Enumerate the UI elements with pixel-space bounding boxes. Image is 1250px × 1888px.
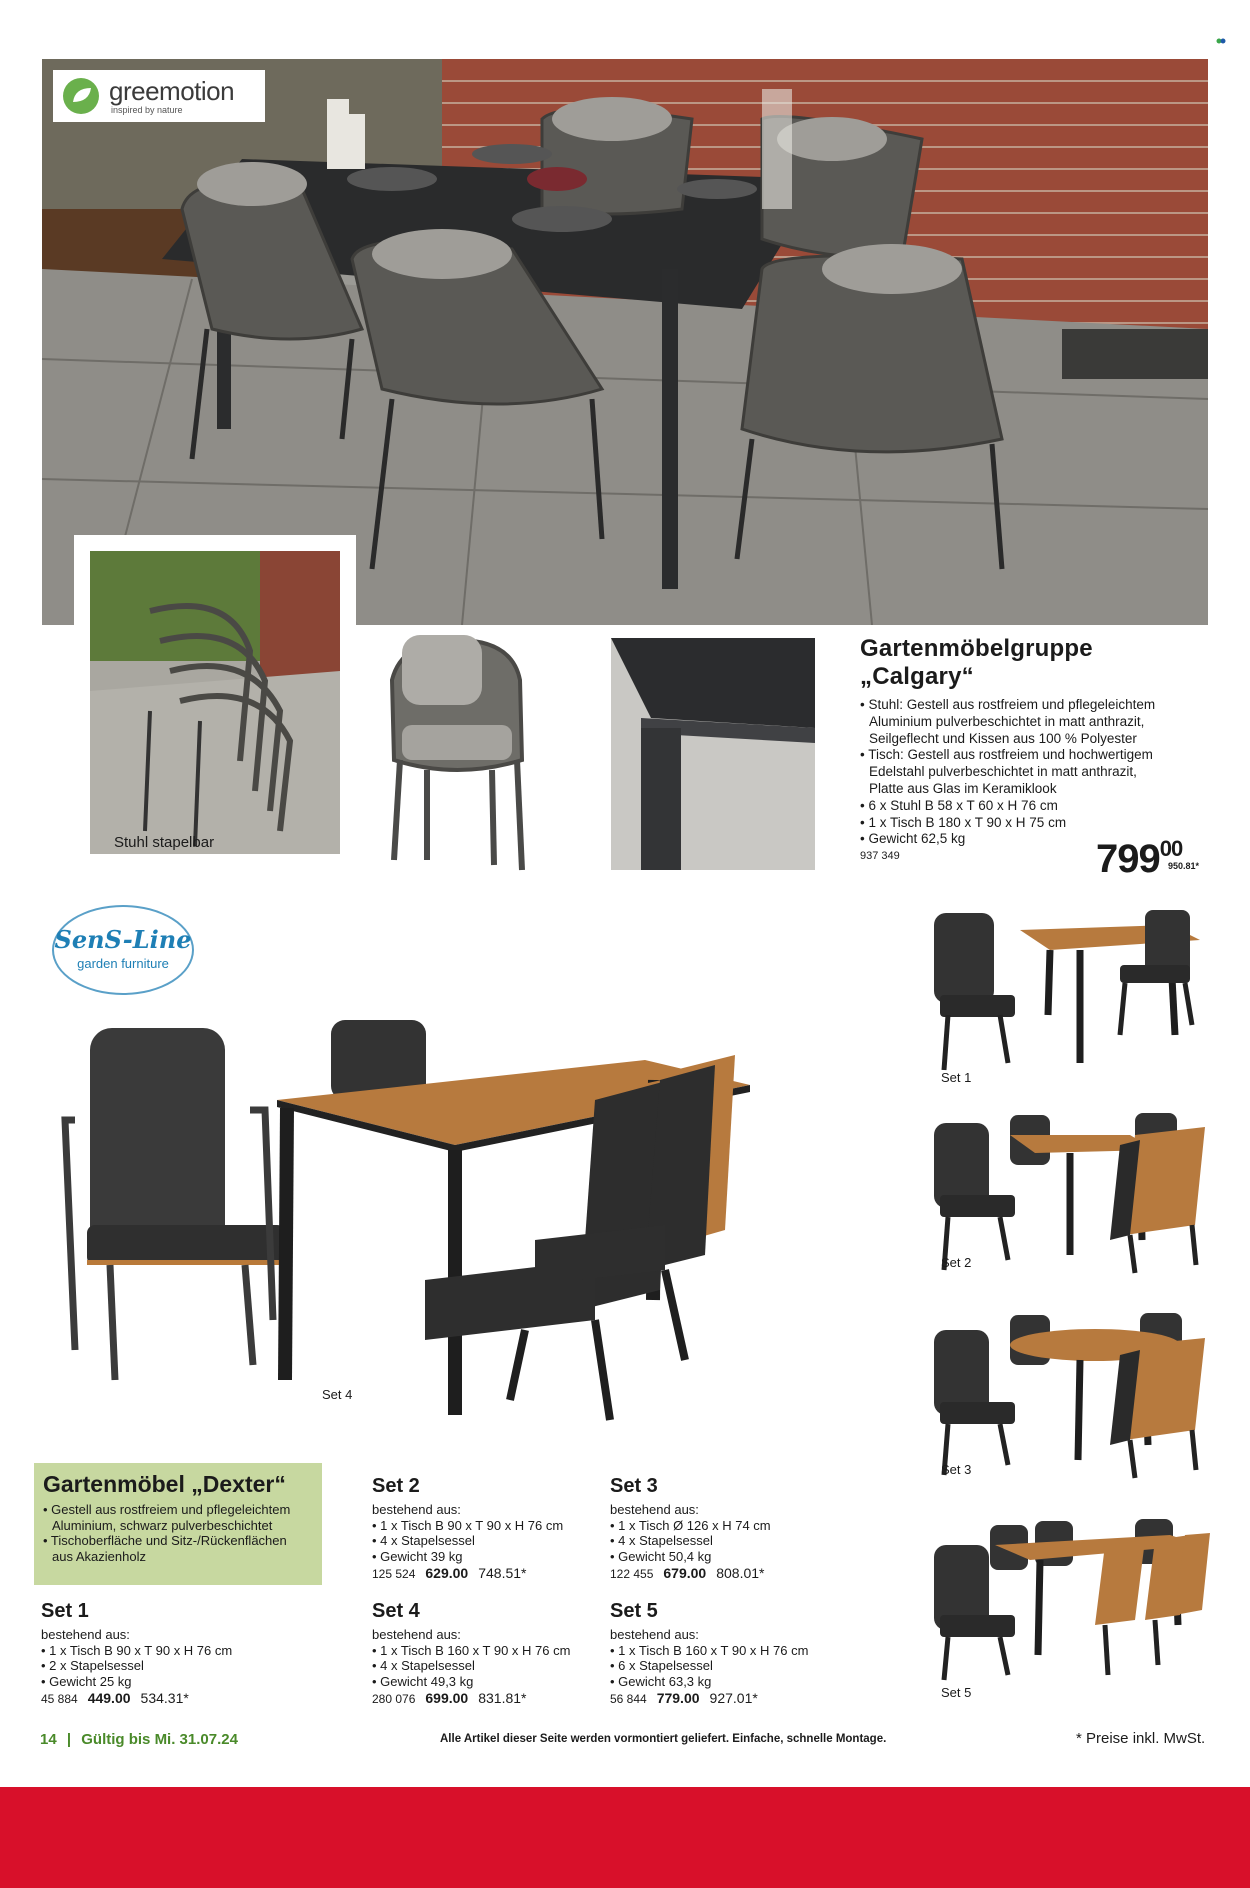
leaf-logo-icon	[61, 76, 101, 116]
set-price: 779.00	[656, 1690, 700, 1706]
set-price: 449.00	[87, 1690, 131, 1706]
footer-separator: |	[66, 1731, 72, 1748]
calgary-bullet: • Gewicht 62,5 kg	[860, 831, 966, 847]
page-footer-validity	[40, 1731, 238, 1748]
price-main: 799	[1096, 837, 1160, 881]
set3-block	[610, 1475, 840, 1581]
brand-name: greemotion	[109, 75, 235, 106]
set5-caption: Set 5	[941, 1685, 972, 1700]
set-line: • Gewicht 25 kg	[41, 1673, 132, 1689]
set4-block	[372, 1600, 602, 1706]
set4-photo-caption: Set 4	[322, 1387, 353, 1402]
set-title: Set 4	[372, 1600, 420, 1622]
calgary-bullet: • 1 x Tisch B 180 x T 90 x H 75 cm	[860, 814, 1067, 830]
sensline-logo	[52, 905, 194, 995]
set-price: 679.00	[663, 1565, 707, 1581]
calgary-article-number: 937 349	[860, 850, 900, 863]
set-price: 699.00	[425, 1690, 469, 1706]
set1-caption: Set 1	[941, 1070, 972, 1085]
set-line: • 1 x Tisch Ø 126 x H 74 cm	[610, 1517, 771, 1533]
dexter-set4-photo	[55, 1020, 885, 1440]
set-title: Set 2	[372, 1475, 420, 1497]
dexter-info-box	[34, 1463, 322, 1585]
set-line: • 1 x Tisch B 90 x T 90 x H 76 cm	[372, 1517, 564, 1533]
set-line: • 4 x Stapelsessel	[372, 1658, 475, 1673]
set2-block	[372, 1475, 602, 1581]
calgary-chair-photo	[372, 630, 542, 880]
calgary-tabletop-photo	[611, 638, 815, 870]
set-line: • 4 x Stapelsessel	[372, 1533, 475, 1548]
footer-red-band	[0, 1787, 1250, 1888]
set3-photo	[930, 1310, 1210, 1480]
set-old-price: 927.01*	[709, 1690, 758, 1706]
set-line: • Gewicht 50,4 kg	[610, 1548, 712, 1564]
set-sub: bestehend aus:	[610, 1627, 699, 1642]
calgary-title: Gartenmöbelgruppe „Calgary“	[860, 635, 1093, 690]
dexter-title: Gartenmöbel „Dexter“	[43, 1471, 286, 1497]
greemotion-logo	[53, 70, 265, 122]
set-article: 125 524	[372, 1567, 416, 1581]
set5-block	[610, 1600, 840, 1706]
brand-tagline: inspired by nature	[111, 104, 183, 115]
set-old-price: 534.31*	[140, 1690, 189, 1706]
calgary-description	[860, 635, 1210, 862]
set-old-price: 831.81*	[478, 1690, 527, 1706]
valid-until: Gültig bis Mi. 31.07.24	[81, 1731, 238, 1748]
set-article: 45 884	[41, 1692, 78, 1706]
vat-note: * Preise inkl. MwSt.	[1076, 1730, 1206, 1747]
calgary-old-price: 950.81*	[1168, 861, 1200, 871]
set-line: • Gewicht 63,3 kg	[610, 1673, 712, 1689]
set-line: • Gewicht 49,3 kg	[372, 1673, 474, 1689]
assembly-note: Alle Artikel dieser Seite werden vormontiert geliefert. Einfache, schnelle Montage.	[440, 1733, 887, 1745]
calgary-bullet: • Tisch: Gestell aus rostfreiem und hochwertigem	[860, 747, 1153, 763]
set-old-price: 748.51*	[478, 1565, 527, 1581]
set1-block	[41, 1600, 271, 1706]
sensline-name: SenS-Line	[54, 925, 192, 954]
set-line: • 6 x Stapelsessel	[610, 1658, 713, 1673]
calgary-bullet: • 6 x Stuhl B 58 x T 60 x H 76 cm	[860, 797, 1058, 813]
set-old-price: 808.01*	[716, 1565, 765, 1581]
set-line: • 1 x Tisch B 90 x T 90 x H 76 cm	[41, 1642, 233, 1658]
set3-caption: Set 3	[941, 1462, 972, 1477]
set2-caption: Set 2	[941, 1255, 972, 1270]
dexter-bullet: • Gestell aus rostfreiem und pflegeleichtem	[43, 1502, 291, 1517]
set-line: • Gewicht 39 kg	[372, 1548, 463, 1564]
dexter-bullet: Aluminium, schwarz pulverbeschichtet	[52, 1517, 273, 1533]
calgary-bullet: • Stuhl: Gestell aus rostfreiem und pflegeleichtem	[860, 697, 1156, 712]
set-article: 122 455	[610, 1567, 654, 1581]
set1-photo	[930, 905, 1210, 1075]
price-cents: 00	[1159, 836, 1183, 861]
calgary-bullet: Platte aus Glas im Keramiklook	[869, 780, 1057, 796]
sensline-sub: garden furniture	[77, 956, 169, 971]
dexter-bullet: aus Akazienholz	[52, 1548, 146, 1564]
set-sub: bestehend aus:	[372, 1627, 461, 1642]
stackable-label: Stuhl stapelbar	[114, 834, 215, 851]
corner-leaf-icon	[1216, 37, 1226, 45]
calgary-bullet: Seilgeflecht und Kissen aus 100 % Polyester	[869, 730, 1137, 746]
set-line: • 4 x Stapelsessel	[610, 1533, 713, 1548]
calgary-bullet: Edelstahl pulverbeschichtet in matt anthrazit,	[869, 764, 1137, 780]
set-article: 56 844	[610, 1692, 647, 1706]
set-title: Set 3	[610, 1475, 658, 1497]
stacked-chairs-photo	[74, 535, 356, 870]
page-number: 14	[40, 1731, 57, 1748]
set2-photo	[930, 1105, 1210, 1275]
set-line: • 1 x Tisch B 160 x T 90 x H 76 cm	[372, 1642, 571, 1658]
calgary-bullet: Aluminium pulverbeschichtet in matt anthrazit,	[869, 713, 1145, 729]
set-article: 280 076	[372, 1692, 416, 1706]
set5-photo	[930, 1515, 1210, 1685]
set-line: • 2 x Stapelsessel	[41, 1658, 144, 1673]
set-sub: bestehend aus:	[610, 1502, 699, 1517]
calgary-price	[1096, 836, 1182, 882]
set-price: 629.00	[425, 1565, 469, 1581]
set-sub: bestehend aus:	[41, 1627, 130, 1642]
set-title: Set 1	[41, 1600, 89, 1622]
set-line: • 1 x Tisch B 160 x T 90 x H 76 cm	[610, 1642, 809, 1658]
dexter-bullet: • Tischoberfläche und Sitz-/Rückenflächen	[43, 1533, 287, 1548]
set-sub: bestehend aus:	[372, 1502, 461, 1517]
set-title: Set 5	[610, 1600, 658, 1622]
